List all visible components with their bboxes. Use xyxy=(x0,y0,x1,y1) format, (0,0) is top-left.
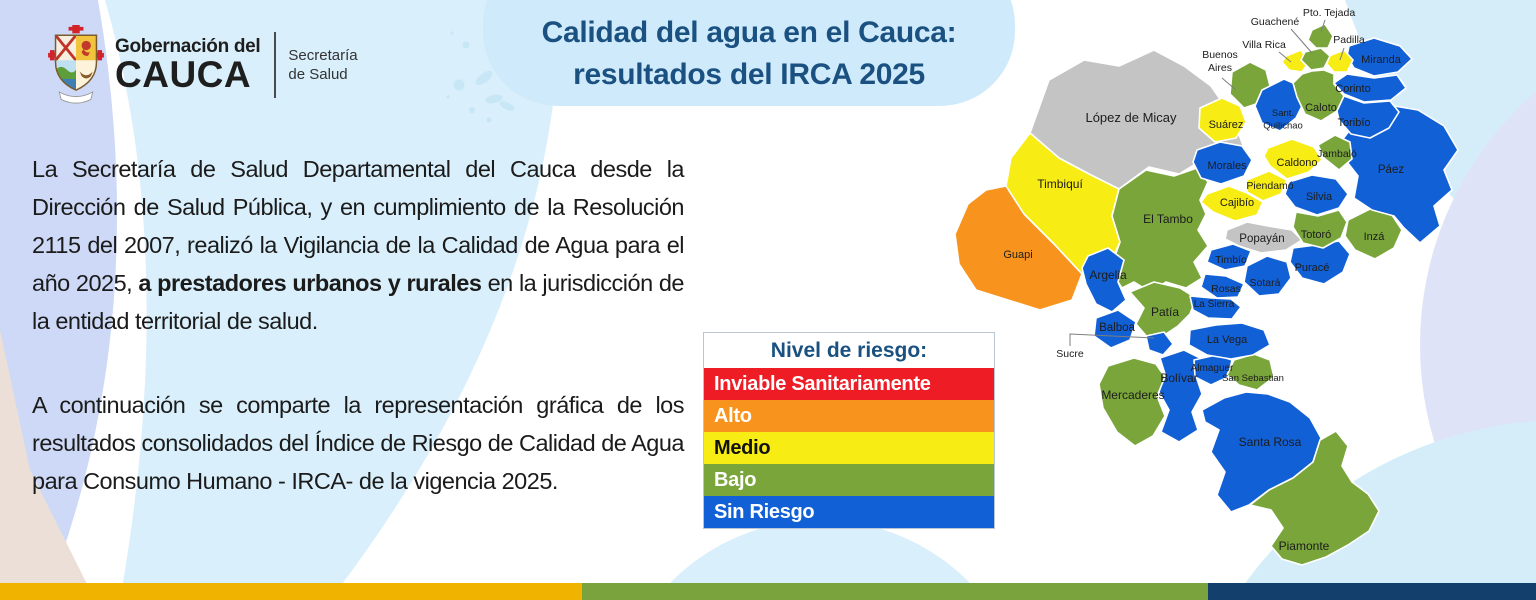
map-label-almaguer: Almaguer xyxy=(1190,363,1234,374)
intro-paragraph-bold: a prestadores urbanos y rurales xyxy=(138,270,482,296)
map-label-timbiqui: Timbiquí xyxy=(1037,177,1083,191)
risk-legend xyxy=(703,332,995,529)
map-label-la-vega: La Vega xyxy=(1206,334,1248,346)
legend-items xyxy=(704,368,994,528)
map-label-lopez-de-micay: López de Micay xyxy=(1085,110,1177,125)
legend-item: Sin Riesgo xyxy=(704,496,994,528)
logo-unit-line1: Secretaría xyxy=(288,47,358,64)
map-label-sotara: Sotará xyxy=(1249,277,1281,289)
map-label-mercaderes: Mercaderes xyxy=(1101,388,1165,402)
legend-item: Alto xyxy=(704,400,994,432)
map-label-toribio: Toribío xyxy=(1337,117,1371,129)
map-label-guapi: Guapi xyxy=(1003,249,1033,261)
footer-bar-green xyxy=(582,583,1208,600)
results-paragraph: A continuación se comparte la representación gráfica de los resultados consolidados del Índice de Riesgo de Calidad de Agua para Consumo Humano - IRCA- de la vigencia 2025. xyxy=(32,392,684,494)
page-title-line2: resultados del IRCA 2025 xyxy=(573,58,925,91)
page-title-line1: Calidad del agua en el Cauca: xyxy=(541,16,957,49)
legend-item: Medio xyxy=(704,432,994,464)
legend-item: Inviable Sanitariamente xyxy=(704,368,994,400)
map-label-el-tambo: El Tambo xyxy=(1143,212,1193,226)
map-label-santa-rosa: Santa Rosa xyxy=(1238,435,1302,449)
intro-paragraph xyxy=(32,150,684,340)
map-region-san-sebastian xyxy=(1227,354,1274,390)
map-region-sotara xyxy=(1244,256,1291,296)
map-label-morales: Morales xyxy=(1207,160,1247,172)
cauca-coat-of-arms-icon xyxy=(45,25,107,105)
page-title xyxy=(483,12,1015,96)
map-label-san-sebastian: San Sebastian xyxy=(1222,373,1284,384)
gobernacion-cauca-logo xyxy=(45,25,358,105)
map-label-santander-quilichao: Quilichao xyxy=(1263,120,1303,132)
map-label-buenos-aires: Aires xyxy=(1208,62,1232,74)
map-label-patia: Patía xyxy=(1150,305,1180,319)
cauca-choropleth-map xyxy=(950,0,1536,600)
map-region-sucre xyxy=(1146,332,1173,355)
map-region-mercaderes xyxy=(1099,358,1165,446)
map-label-pto-tejada: Pto. Tejada xyxy=(1302,7,1356,19)
logo-org-top: Gobernación del xyxy=(115,36,261,57)
map-label-silvia: Silvia xyxy=(1305,191,1333,203)
intro-paragraph-end: en la jurisdicción de la entidad territorial de salud. xyxy=(32,270,684,334)
logo-unit-line2: de Salud xyxy=(288,66,348,83)
risk-legend-title: Nivel de riesgo: xyxy=(704,333,994,368)
map-label-caldono: Caldono xyxy=(1276,157,1318,169)
footer-color-bar xyxy=(0,583,1536,600)
footer-bar-navy xyxy=(1208,583,1536,600)
map-label-villa-rica: Villa Rica xyxy=(1242,39,1286,51)
map-label-inza: Inzá xyxy=(1363,231,1385,243)
map-label-bolivar: Bolívar xyxy=(1160,371,1198,385)
map-label-totoro: Totoró xyxy=(1300,229,1332,241)
map-label-balboa: Balboa xyxy=(1099,322,1135,334)
map-label-la-sierra: La Sierra xyxy=(1193,299,1235,310)
map-label-padilla: Padilla xyxy=(1333,34,1365,46)
map-label-purace: Puracé xyxy=(1294,262,1330,274)
map-label-timbio: Timbío xyxy=(1215,254,1247,266)
map-label-miranda: Miranda xyxy=(1361,54,1401,66)
map-label-santander-quilichao: Sant. xyxy=(1271,108,1295,119)
map-label-argelia: Argelia xyxy=(1089,268,1127,282)
map-label-guachene: Guachené xyxy=(1250,16,1300,28)
map-label-suarez: Suárez xyxy=(1208,119,1244,131)
cauca-map-svg xyxy=(950,0,1536,600)
map-label-popayan: Popayán xyxy=(1239,233,1285,245)
map-label-rosas: Rosas xyxy=(1211,283,1241,295)
map-label-piamonte: Piamonte xyxy=(1278,539,1330,553)
map-label-corinto: Corinto xyxy=(1335,83,1371,95)
logo-org-main: CAUCA xyxy=(115,54,252,95)
map-label-piendamo: Piendamó xyxy=(1246,180,1294,192)
footer-bar-gold xyxy=(0,583,582,600)
legend-item: Bajo xyxy=(704,464,994,496)
map-label-buenos-aires: Buenos xyxy=(1202,49,1238,61)
map-label-jambalo: Jambaló xyxy=(1317,148,1357,160)
map-region-pto-tejada xyxy=(1308,24,1333,48)
map-label-cajibio: Cajibío xyxy=(1219,197,1255,209)
map-label-caloto: Caloto xyxy=(1305,102,1337,114)
map-label-paez: Páez xyxy=(1377,164,1405,176)
map-label-sucre: Sucre xyxy=(1056,348,1084,360)
intro-paragraph-text: La Secretaría de Salud Departamental del Cauca desde la Dirección de Salud Pública, y en cumplimiento de la Resolución 2115 del 2007, realizó la Vigilancia de la Calidad de Agua para el año 2025, xyxy=(32,156,684,296)
logo-divider xyxy=(274,32,276,98)
